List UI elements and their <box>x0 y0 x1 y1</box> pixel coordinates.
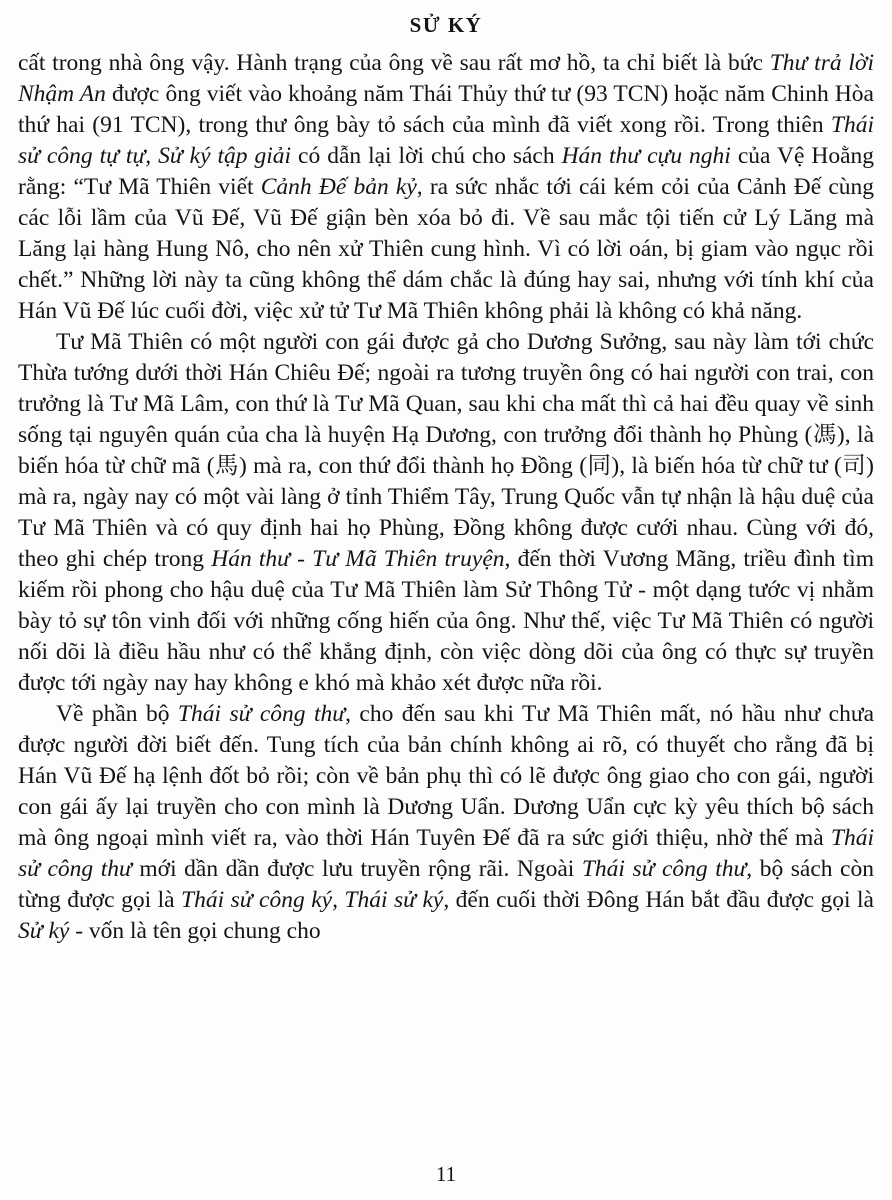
italic-text-run: Thái sử công thư, <box>581 856 753 882</box>
text-run: được ông viết vào khoảng năm Thái Thủy thứ tư (93 TCN) hoặc năm Chinh Hòa thứ hai (91 TCN), trong thư ông bày tỏ sách của mình đã viết xong rồi. Trong thiên <box>18 81 874 138</box>
italic-text-run: Thái sử công tự tự, Sử ký tập giải <box>18 112 874 169</box>
text-run: , ra sức nhắc tới cái kém cỏi của Cảnh Đế cùng các lỗi lầm của Vũ Đế, Vũ Đế giận bèn xóa bỏ đi. Về sau mắc tội tiến cử Lý Lăng mà Lăng lại hàng Hung Nô, cho nên xử Thiên cung hình. Vì có lời oán, bị giam vào ngục rồi chết.” Những lời này ta cũng không thể dám chắc là đúng hay sai, nhưng với tính khí của Hán Vũ Đế lúc cuối đời, việc xử tử Tư Mã Thiên không phải là không có khả năng. <box>18 174 875 324</box>
italic-text-run: Cảnh Đế bản kỷ <box>260 174 417 200</box>
paragraph <box>18 699 874 947</box>
page-number: 11 <box>435 1162 457 1186</box>
italic-text-run: Thái sử công thư <box>18 825 874 882</box>
text-run: cất trong nhà ông vậy. Hành trạng của ông về sau rất mơ hồ, ta chỉ biết là bức <box>18 50 770 76</box>
italic-text-run: Hán thư - Tư Mã Thiên truyện <box>211 546 505 572</box>
italic-text-run: Hán thư cựu nghi <box>561 143 731 169</box>
text-run: , cho đến sau khi Tư Mã Thiên mất, nó hầu như chưa được người đời biết đến. Tung tích của bản chính không ai rõ, có thuyết cho rằng đã bị Hán Vũ Đế hạ lệnh đốt bỏ rồi; còn về bản phụ thì có lẽ được ông giao cho con gái, người con gái ấy lại truyền cho con mình là Dương Uẩn. Dương Uẩn cực kỳ yêu thích bộ sách mà ông ngoại mình viết ra, vào thời Hán Tuyên Đế đã ra sức giới thiệu, nhờ thế mà <box>18 701 874 851</box>
paragraph <box>18 48 874 327</box>
text-run: - vốn là tên gọi chung cho <box>69 918 321 944</box>
paragraph <box>18 327 874 699</box>
text-run: Tư Mã Thiên có một người con gái được gả cho Dương Sưởng, sau này làm tới chức Thừa tướng dưới thời Hán Chiêu Đế; ngoài ra tương truyền ông có hai người con trai, con trưởng là Tư Mã Lâm, con thứ là Tư Mã Quan, sau khi cha mất thì cả hai đều quay về sinh sống tại nguyên quán của cha là huyện Hạ Dương, con trưởng đổi thành họ Phùng (馮), là biến hóa từ chữ mã (馬) mà ra, con thứ đổi thành họ Đồng (同), là biến hóa từ chữ tư (司) mà ra, ngày nay có một vài làng ở tỉnh Thiểm Tây, Trung Quốc vẫn tự nhận là hậu duệ của Tư Mã Thiên và có quy định hai họ Phùng, Đồng không được cưới nhau. Cùng với đó, theo ghi chép trong <box>18 329 874 572</box>
italic-text-run: Thái sử công thư <box>177 701 346 727</box>
text-run: Về phần bộ <box>56 701 178 727</box>
text-run: đến cuối thời Đông Hán bắt đầu được gọi là <box>449 887 874 913</box>
text-run: có dẫn lại lời chú cho sách <box>291 143 562 169</box>
text-run: mới dần dần được lưu truyền rộng rãi. Ngoài <box>131 856 582 882</box>
italic-text-run: Thư trả lời Nhậm An <box>18 50 874 107</box>
italic-text-run: Sử ký <box>18 918 70 944</box>
text-run: , đến thời Vương Mãng, triều đình tìm kiếm rồi phong cho hậu duệ của Tư Mã Thiên làm Sử Thông Tử - một dạng tước vị nhằm bày tỏ sự tôn vinh đối với những cống hiến của ông. Như thế, việc Tư Mã Thiên có người nối dõi là điều hầu như có thể khẳng định, còn việc dòng dõi của ông có thực sự truyền được tới ngày nay hay không e khó mà khảo xét được nữa rồi. <box>18 546 874 696</box>
body-text <box>18 48 874 947</box>
text-run: bộ sách còn từng được gọi là <box>18 856 874 913</box>
running-head-title: SỬ KÝ <box>409 13 483 37</box>
text-run: của Vệ Hoằng rằng: “Tư Mã Thiên viết <box>18 143 875 200</box>
italic-text-run: Thái sử công ký, Thái sử ký, <box>181 887 450 913</box>
